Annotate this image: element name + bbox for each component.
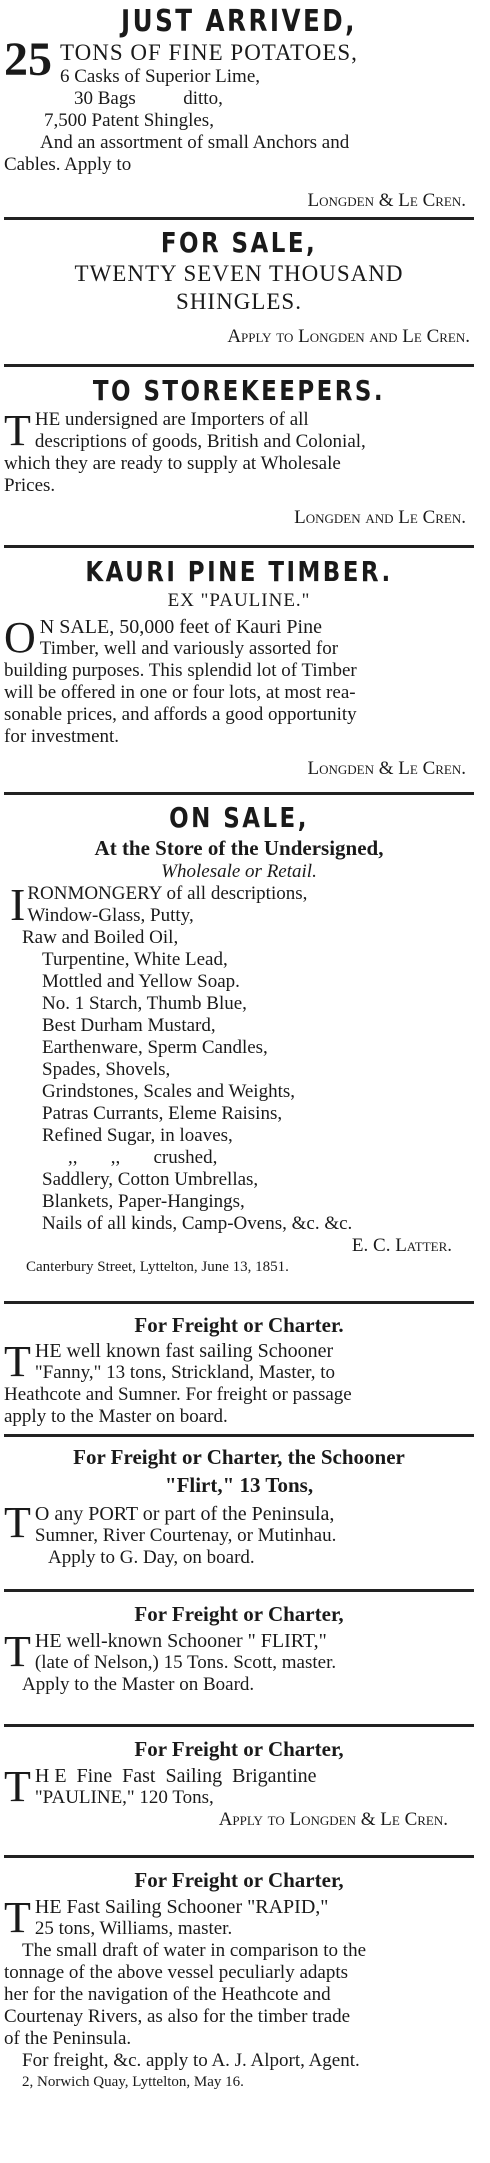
ad-line: SHINGLES.	[176, 289, 302, 314]
ad-line: TWENTY SEVEN THOUSAND	[74, 261, 404, 286]
list-item: Saddlery, Cotton Umbrellas,	[42, 1169, 259, 1190]
ad-line: For freight, &c. apply to A. J. Alport, Agent.	[22, 2050, 360, 2071]
list-item: Spades, Shovels,	[42, 1059, 171, 1080]
ad-line: The small draft of water in comparison to the	[22, 1940, 367, 1961]
signature: E. C. Latter.	[351, 1235, 452, 1256]
dateline: 2, Norwich Quay, Lyttelton, May 16.	[22, 2074, 244, 2090]
ad-line: apply to the Master on board.	[4, 1406, 228, 1427]
ad-line: Apply to Longden & Le Cren.	[218, 1809, 448, 1830]
divider	[4, 364, 474, 367]
ad-line: for investment.	[4, 726, 120, 747]
newspaper-column	[4, 0, 474, 2104]
ad-heading: JUST ARRIVED,	[121, 4, 357, 39]
list-item: Refined Sugar, in loaves,	[42, 1125, 233, 1146]
ad-brigantine-pauline	[4, 1733, 474, 1849]
ad-line: sonable prices, and affords a good opportunity	[4, 704, 357, 725]
ad-line: H E Fine Fast Sailing Brigantine	[34, 1765, 317, 1787]
ad-line: 25 tons, Williams, master.	[34, 1918, 233, 1939]
drop-cap: T	[4, 1627, 31, 1676]
list-item: Window-Glass, Putty,	[27, 905, 194, 926]
ad-kauri-pine-timber	[4, 554, 474, 786]
divider	[4, 792, 474, 795]
list-item: Blankets, Paper-Hangings,	[42, 1191, 245, 1212]
ad-line: of the Peninsula.	[4, 2028, 132, 2049]
ad-line: Apply to G. Day, on board.	[48, 1547, 255, 1568]
ad-heading: For Freight or Charter,	[134, 1602, 344, 1626]
ad-heading: For Freight or Charter,	[134, 1737, 344, 1761]
drop-cap: O	[4, 613, 36, 662]
ad-line: (late of Nelson,) 15 Tons. Scott, master.	[34, 1652, 337, 1673]
ad-heading: KAURI PINE TIMBER.	[85, 555, 393, 588]
list-item: Nails of all kinds, Camp-Ovens, &c. &c.	[42, 1213, 353, 1234]
ad-heading: For Freight or Charter, the Schooner	[73, 1445, 405, 1469]
list-item: Mottled and Yellow Soap.	[42, 971, 240, 992]
ad-line: Prices.	[4, 475, 56, 496]
list-item: ,, ,, crushed,	[68, 1147, 218, 1168]
ad-line: 7,500 Patent Shingles,	[44, 110, 214, 131]
ad-line: descriptions of goods, British and Colonial,	[34, 431, 366, 452]
divider	[4, 1855, 474, 1858]
ad-line: TONS OF FINE POTATOES,	[60, 40, 358, 65]
ad-heading: TO STOREKEEPERS.	[92, 374, 386, 407]
drop-cap: T	[4, 1337, 31, 1386]
ad-line: And an assortment of small Anchors and	[40, 132, 350, 153]
ad-line: Apply to Longden and Le Cren.	[227, 326, 470, 347]
ad-line: "Fanny," 13 tons, Strickland, Master, to	[34, 1362, 335, 1383]
drop-cap: T	[4, 406, 31, 455]
ad-line: Sumner, River Courtenay, or Mutinhau.	[34, 1525, 337, 1546]
ad-line: HE well known fast sailing Schooner	[34, 1340, 334, 1362]
list-item: Grindstones, Scales and Weights,	[42, 1081, 296, 1102]
ad-line: N SALE, 50,000 feet of Kauri Pine	[39, 616, 322, 638]
ad-line: Cables. Apply to	[4, 154, 132, 175]
signature: Longden & Le Cren.	[307, 758, 466, 779]
ad-line: O any PORT or part of the Peninsula,	[34, 1503, 335, 1525]
ad-heading: For Freight or Charter,	[134, 1868, 344, 1892]
list-item: No. 1 Starch, Thumb Blue,	[42, 993, 247, 1014]
ad-line: building purposes. This splendid lot of Timber	[4, 660, 357, 681]
ad-line: which they are ready to supply at Wholesale	[4, 453, 341, 474]
ad-subheading: At the Store of the Undersigned,	[94, 836, 384, 860]
list-item: Best Durham Mustard,	[42, 1015, 216, 1036]
drop-cap: T	[4, 1893, 31, 1942]
ad-heading: "Flirt," 13 Tons,	[164, 1473, 314, 1497]
ad-heading: ON SALE,	[169, 801, 309, 834]
ad-line: "PAULINE," 120 Tons,	[34, 1787, 214, 1808]
ad-to-storekeepers	[4, 373, 474, 539]
divider	[4, 545, 474, 548]
signature: Longden & Le Cren.	[307, 190, 466, 211]
divider	[4, 1589, 474, 1592]
divider	[4, 1434, 474, 1437]
ad-schooner-flirt-day	[4, 1443, 474, 1583]
drop-cap: T	[4, 1762, 31, 1811]
drop-cap: T	[4, 1498, 31, 1547]
ad-italic-line: Wholesale or Retail.	[161, 861, 317, 882]
ad-subheading: EX "PAULINE."	[167, 590, 311, 611]
ad-line: Courtenay Rivers, as also for the timber trade	[4, 2006, 351, 2027]
divider	[4, 1724, 474, 1727]
ad-line: tonnage of the above vessel peculiarly adapts	[4, 1962, 348, 1983]
ad-line: will be offered in one or four lots, at most rea-	[4, 682, 356, 703]
ad-schooner-flirt-scott	[4, 1598, 474, 1718]
item-list	[4, 879, 474, 1235]
ad-line: Apply to the Master on Board.	[22, 1674, 255, 1695]
ad-line: HE undersigned are Importers of all	[34, 409, 309, 430]
list-item: RONMONGERY of all descriptions,	[27, 883, 308, 904]
ad-for-sale-shingles	[4, 226, 474, 358]
ad-heading: For Freight or Charter.	[134, 1313, 344, 1337]
drop-cap: I	[10, 879, 26, 930]
list-item: Earthenware, Sperm Candles,	[42, 1037, 268, 1058]
ad-on-sale-store	[4, 801, 474, 1295]
ad-line: her for the navigation of the Heathcote and	[4, 1984, 331, 2005]
ad-line: 6 Casks of Superior Lime,	[60, 66, 261, 87]
list-item: Turpentine, White Lead,	[42, 949, 228, 970]
ad-line: Timber, well and variously assorted for	[39, 638, 339, 659]
ad-line: HE well-known Schooner " FLIRT,"	[34, 1630, 327, 1652]
ad-line: Heathcote and Sumner. For freight or passage	[4, 1384, 352, 1405]
ad-line: 30 Bags ditto,	[74, 88, 223, 109]
ad-schooner-rapid	[4, 1864, 474, 2104]
ad-line: HE Fast Sailing Schooner "RAPID,"	[34, 1896, 329, 1918]
divider	[4, 217, 474, 220]
signature: Longden and Le Cren.	[294, 507, 466, 528]
dateline: Canterbury Street, Lyttelton, June 13, 1851.	[26, 1259, 289, 1275]
ad-just-arrived	[4, 6, 474, 211]
divider	[4, 1301, 474, 1304]
ad-schooner-fanny	[4, 1310, 474, 1428]
ad-heading: FOR SALE,	[160, 226, 318, 259]
list-item: Raw and Boiled Oil,	[22, 927, 179, 948]
quantity-number: 25	[4, 33, 52, 86]
list-item: Patras Currants, Eleme Raisins,	[42, 1103, 283, 1124]
